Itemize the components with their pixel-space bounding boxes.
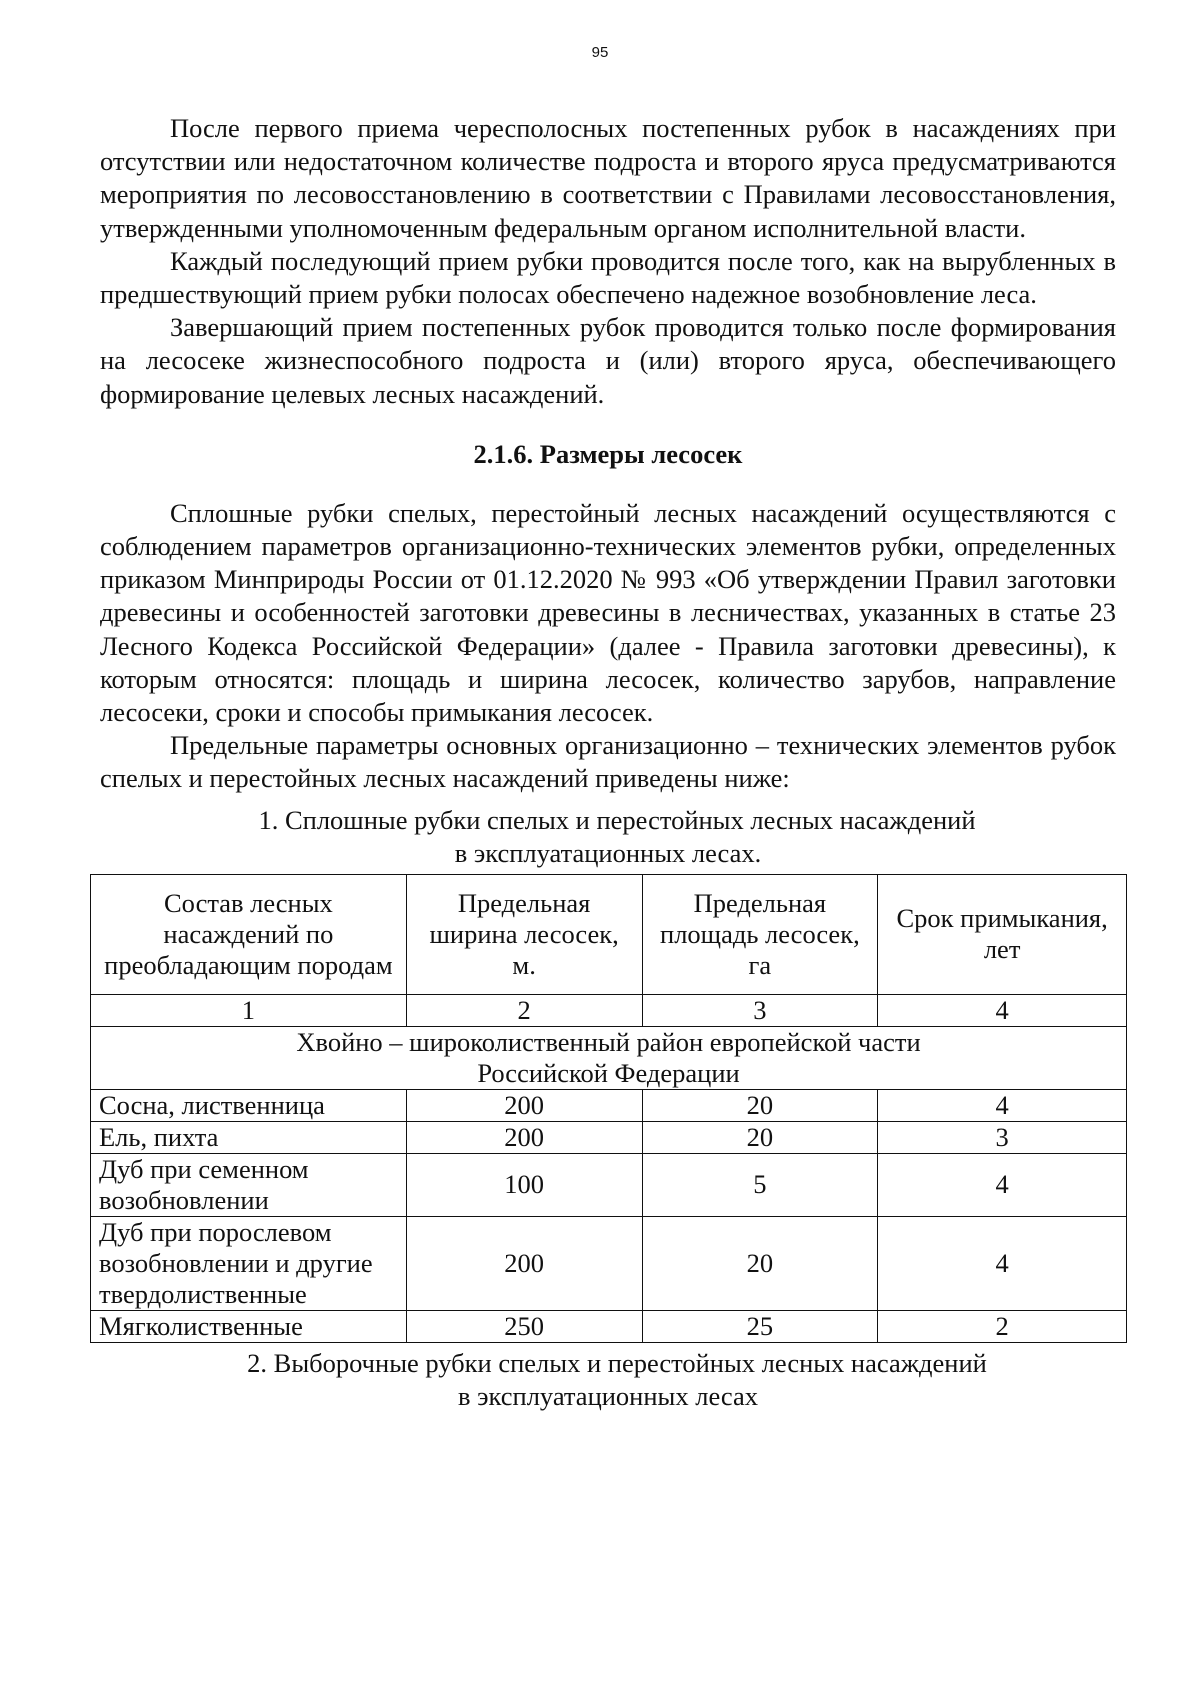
width-cell: 200 (406, 1089, 642, 1121)
caption-line: в эксплуатационных лесах. (454, 837, 762, 868)
region-line: Хвойно – широколиственный район европейской части (296, 1026, 921, 1057)
column-number-row (91, 994, 1127, 1026)
term-cell: 4 (878, 1216, 1127, 1310)
table-header-row (91, 874, 1127, 994)
table-caption (100, 1347, 1116, 1413)
species-cell: Дуб при семенном возобновлении (91, 1153, 407, 1216)
header-cell: Состав лесных насаждений по преобладающим породам (91, 874, 407, 994)
term-cell: 2 (878, 1310, 1127, 1342)
species-cell: Дуб при порослевом возобновлении и другие твердолиственные (91, 1216, 407, 1310)
caption-line: 1. Сплошные рубки спелых и перестойных лесных насаждений (258, 804, 976, 835)
paragraph: Сплошные рубки спелых, перестойный лесных насаждений осуществляются с соблюдением параметров организационно-технических элементов рубки, определенных приказом Минприроды России от 01.12.2020 № 993 «Об утверждении Правил заготовки древесины и особенностей заготовки древесины в лесничествах, указанных в статье 23 Лесного Кодекса Российской Федерации» (далее - Правила заготовки древесины), к которым относятся: площадь и ширина лесосек, количество зарубов, направление лесосеки, сроки и способы примыкания лесосек. (100, 497, 1116, 728)
species-cell: Сосна, лиственница (91, 1089, 407, 1121)
header-cell: Срок примыкания, лет (878, 874, 1127, 994)
section-title: 2.1.6. Размеры лесосек (473, 438, 743, 469)
table-caption (100, 804, 1116, 870)
table-row (91, 1310, 1127, 1342)
paragraph: Предельные параметры основных организационно – технических элементов рубок спелых и перестойных лесных насаждений приведены ниже: (100, 730, 1116, 794)
area-cell: 20 (642, 1216, 878, 1310)
width-cell: 200 (406, 1216, 642, 1310)
area-cell: 20 (642, 1121, 878, 1153)
species-cell: Мягколиственные (91, 1310, 407, 1342)
column-number: 1 (91, 994, 407, 1026)
page-number: 95 (591, 44, 609, 61)
paragraph: Завершающий прием постепенных рубок проводится только после формирования на лесосеке жизнеспособного подроста и (или) второго яруса, обеспечивающего формирование целевых лесных насаждений. (100, 312, 1116, 409)
paragraph: После первого приема чересполосных постепенных рубок в насаждениях при отсутствии или недостаточном количестве подроста и второго яруса предусматриваются мероприятия по лесовосстановлению в соответствии с Правилами лесовосстановления, утвержденными уполномоченным федеральным органом исполнительной власти. (100, 113, 1116, 243)
term-cell: 4 (878, 1153, 1127, 1216)
paragraph: Каждый последующий прием рубки проводится после того, как на вырубленных в предшествующий прием рубки полосах обеспечено надежное возобновление леса. (100, 245, 1116, 310)
area-cell: 20 (642, 1089, 878, 1121)
page-content (100, 112, 1116, 1413)
column-number: 3 (642, 994, 878, 1026)
table-row (91, 1089, 1127, 1121)
parameters-table (90, 874, 1127, 1343)
width-cell: 250 (406, 1310, 642, 1342)
region-cell (91, 1026, 1127, 1089)
width-cell: 200 (406, 1121, 642, 1153)
region-row (91, 1026, 1127, 1089)
caption-line: в эксплуатационных лесах (458, 1380, 758, 1411)
table-row (91, 1216, 1127, 1310)
term-cell: 4 (878, 1089, 1127, 1121)
column-number: 2 (406, 994, 642, 1026)
term-cell: 3 (878, 1121, 1127, 1153)
area-cell: 25 (642, 1310, 878, 1342)
table-row (91, 1153, 1127, 1216)
width-cell: 100 (406, 1153, 642, 1216)
column-number: 4 (878, 994, 1127, 1026)
area-cell: 5 (642, 1153, 878, 1216)
caption-line: 2. Выборочные рубки спелых и перестойных лесных насаждений (247, 1347, 987, 1378)
header-cell: Предельная площадь лесосек, га (642, 874, 878, 994)
region-line: Российской Федерации (477, 1057, 740, 1088)
table-row (91, 1121, 1127, 1153)
species-cell: Ель, пихта (91, 1121, 407, 1153)
header-cell: Предельная ширина лесосек, м. (406, 874, 642, 994)
